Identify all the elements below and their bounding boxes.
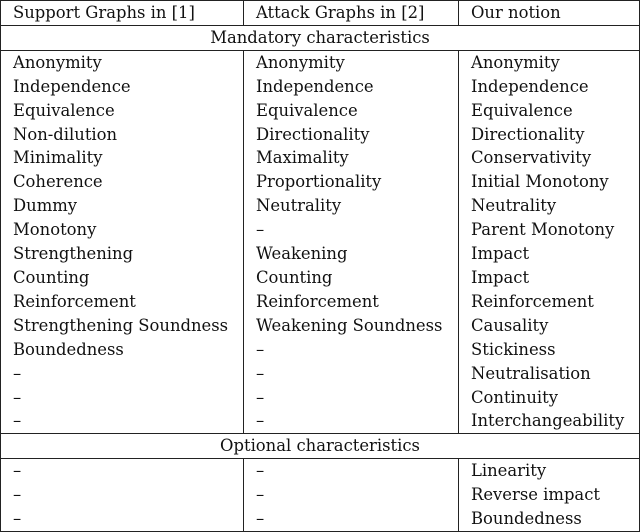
- support-graphs-cell: Coherence: [1, 170, 244, 194]
- attack-graphs-cell: Counting: [244, 266, 459, 290]
- attack-graphs-cell: Equivalence: [244, 99, 459, 123]
- our-notion-cell: Reinforcement: [459, 290, 640, 314]
- section-row: [1, 434, 640, 459]
- our-notion-cell: Equivalence: [459, 99, 640, 123]
- attack-graphs-cell: Directionality: [244, 123, 459, 147]
- our-notion-cell: Continuity: [459, 386, 640, 410]
- table-row: [1, 50, 640, 74]
- table-row: [1, 75, 640, 99]
- header-support-graphs: Support Graphs in [1]: [1, 1, 244, 26]
- table-row: [1, 409, 640, 433]
- support-graphs-cell: Equivalence: [1, 99, 244, 123]
- support-graphs-cell: –: [1, 386, 244, 410]
- support-graphs-cell: Dummy: [1, 194, 244, 218]
- our-notion-cell: Directionality: [459, 123, 640, 147]
- table-row: [1, 123, 640, 147]
- table-row: [1, 314, 640, 338]
- table-row: [1, 99, 640, 123]
- support-graphs-cell: Minimality: [1, 146, 244, 170]
- attack-graphs-cell: –: [244, 507, 459, 531]
- our-notion-cell: Linearity: [459, 459, 640, 483]
- support-graphs-cell: Strengthening: [1, 242, 244, 266]
- support-graphs-cell: –: [1, 362, 244, 386]
- support-graphs-cell: Strengthening Soundness: [1, 314, 244, 338]
- table-row: [1, 194, 640, 218]
- table-row: [1, 459, 640, 483]
- header-row: [1, 1, 640, 26]
- header-our-notion: Our notion: [459, 1, 640, 26]
- attack-graphs-cell: –: [244, 409, 459, 433]
- support-graphs-cell: –: [1, 507, 244, 531]
- table-row: [1, 218, 640, 242]
- our-notion-cell: Stickiness: [459, 338, 640, 362]
- table-row: [1, 483, 640, 507]
- table-row: [1, 507, 640, 531]
- our-notion-cell: Reverse impact: [459, 483, 640, 507]
- table-row: [1, 290, 640, 314]
- our-notion-cell: Neutralisation: [459, 362, 640, 386]
- attack-graphs-cell: –: [244, 459, 459, 483]
- our-notion-cell: Impact: [459, 266, 640, 290]
- attack-graphs-cell: Anonymity: [244, 50, 459, 74]
- attack-graphs-cell: Reinforcement: [244, 290, 459, 314]
- section-row: [1, 25, 640, 50]
- our-notion-cell: Boundedness: [459, 507, 640, 531]
- table-row: [1, 266, 640, 290]
- support-graphs-cell: Boundedness: [1, 338, 244, 362]
- header-attack-graphs: Attack Graphs in [2]: [244, 1, 459, 26]
- attack-graphs-cell: –: [244, 483, 459, 507]
- attack-graphs-cell: Neutrality: [244, 194, 459, 218]
- our-notion-cell: Neutrality: [459, 194, 640, 218]
- table-row: [1, 362, 640, 386]
- attack-graphs-cell: –: [244, 218, 459, 242]
- support-graphs-cell: Counting: [1, 266, 244, 290]
- attack-graphs-cell: Weakening Soundness: [244, 314, 459, 338]
- our-notion-cell: Anonymity: [459, 50, 640, 74]
- attack-graphs-cell: –: [244, 386, 459, 410]
- attack-graphs-cell: Maximality: [244, 146, 459, 170]
- attack-graphs-cell: Weakening: [244, 242, 459, 266]
- our-notion-cell: Initial Monotony: [459, 170, 640, 194]
- support-graphs-cell: –: [1, 459, 244, 483]
- attack-graphs-cell: –: [244, 362, 459, 386]
- support-graphs-cell: Non-dilution: [1, 123, 244, 147]
- section-title: Optional characteristics: [1, 434, 640, 459]
- attack-graphs-cell: –: [244, 338, 459, 362]
- our-notion-cell: Causality: [459, 314, 640, 338]
- table-body: [1, 25, 640, 531]
- our-notion-cell: Interchangeability: [459, 409, 640, 433]
- table-row: [1, 146, 640, 170]
- our-notion-cell: Impact: [459, 242, 640, 266]
- section-title: Mandatory characteristics: [1, 25, 640, 50]
- support-graphs-cell: Reinforcement: [1, 290, 244, 314]
- table-row: [1, 242, 640, 266]
- our-notion-cell: Independence: [459, 75, 640, 99]
- attack-graphs-cell: Proportionality: [244, 170, 459, 194]
- our-notion-cell: Conservativity: [459, 146, 640, 170]
- support-graphs-cell: –: [1, 409, 244, 433]
- support-graphs-cell: Monotony: [1, 218, 244, 242]
- support-graphs-cell: –: [1, 483, 244, 507]
- table-row: [1, 386, 640, 410]
- support-graphs-cell: Anonymity: [1, 50, 244, 74]
- our-notion-cell: Parent Monotony: [459, 218, 640, 242]
- table-row: [1, 170, 640, 194]
- support-graphs-cell: Independence: [1, 75, 244, 99]
- table-row: [1, 338, 640, 362]
- attack-graphs-cell: Independence: [244, 75, 459, 99]
